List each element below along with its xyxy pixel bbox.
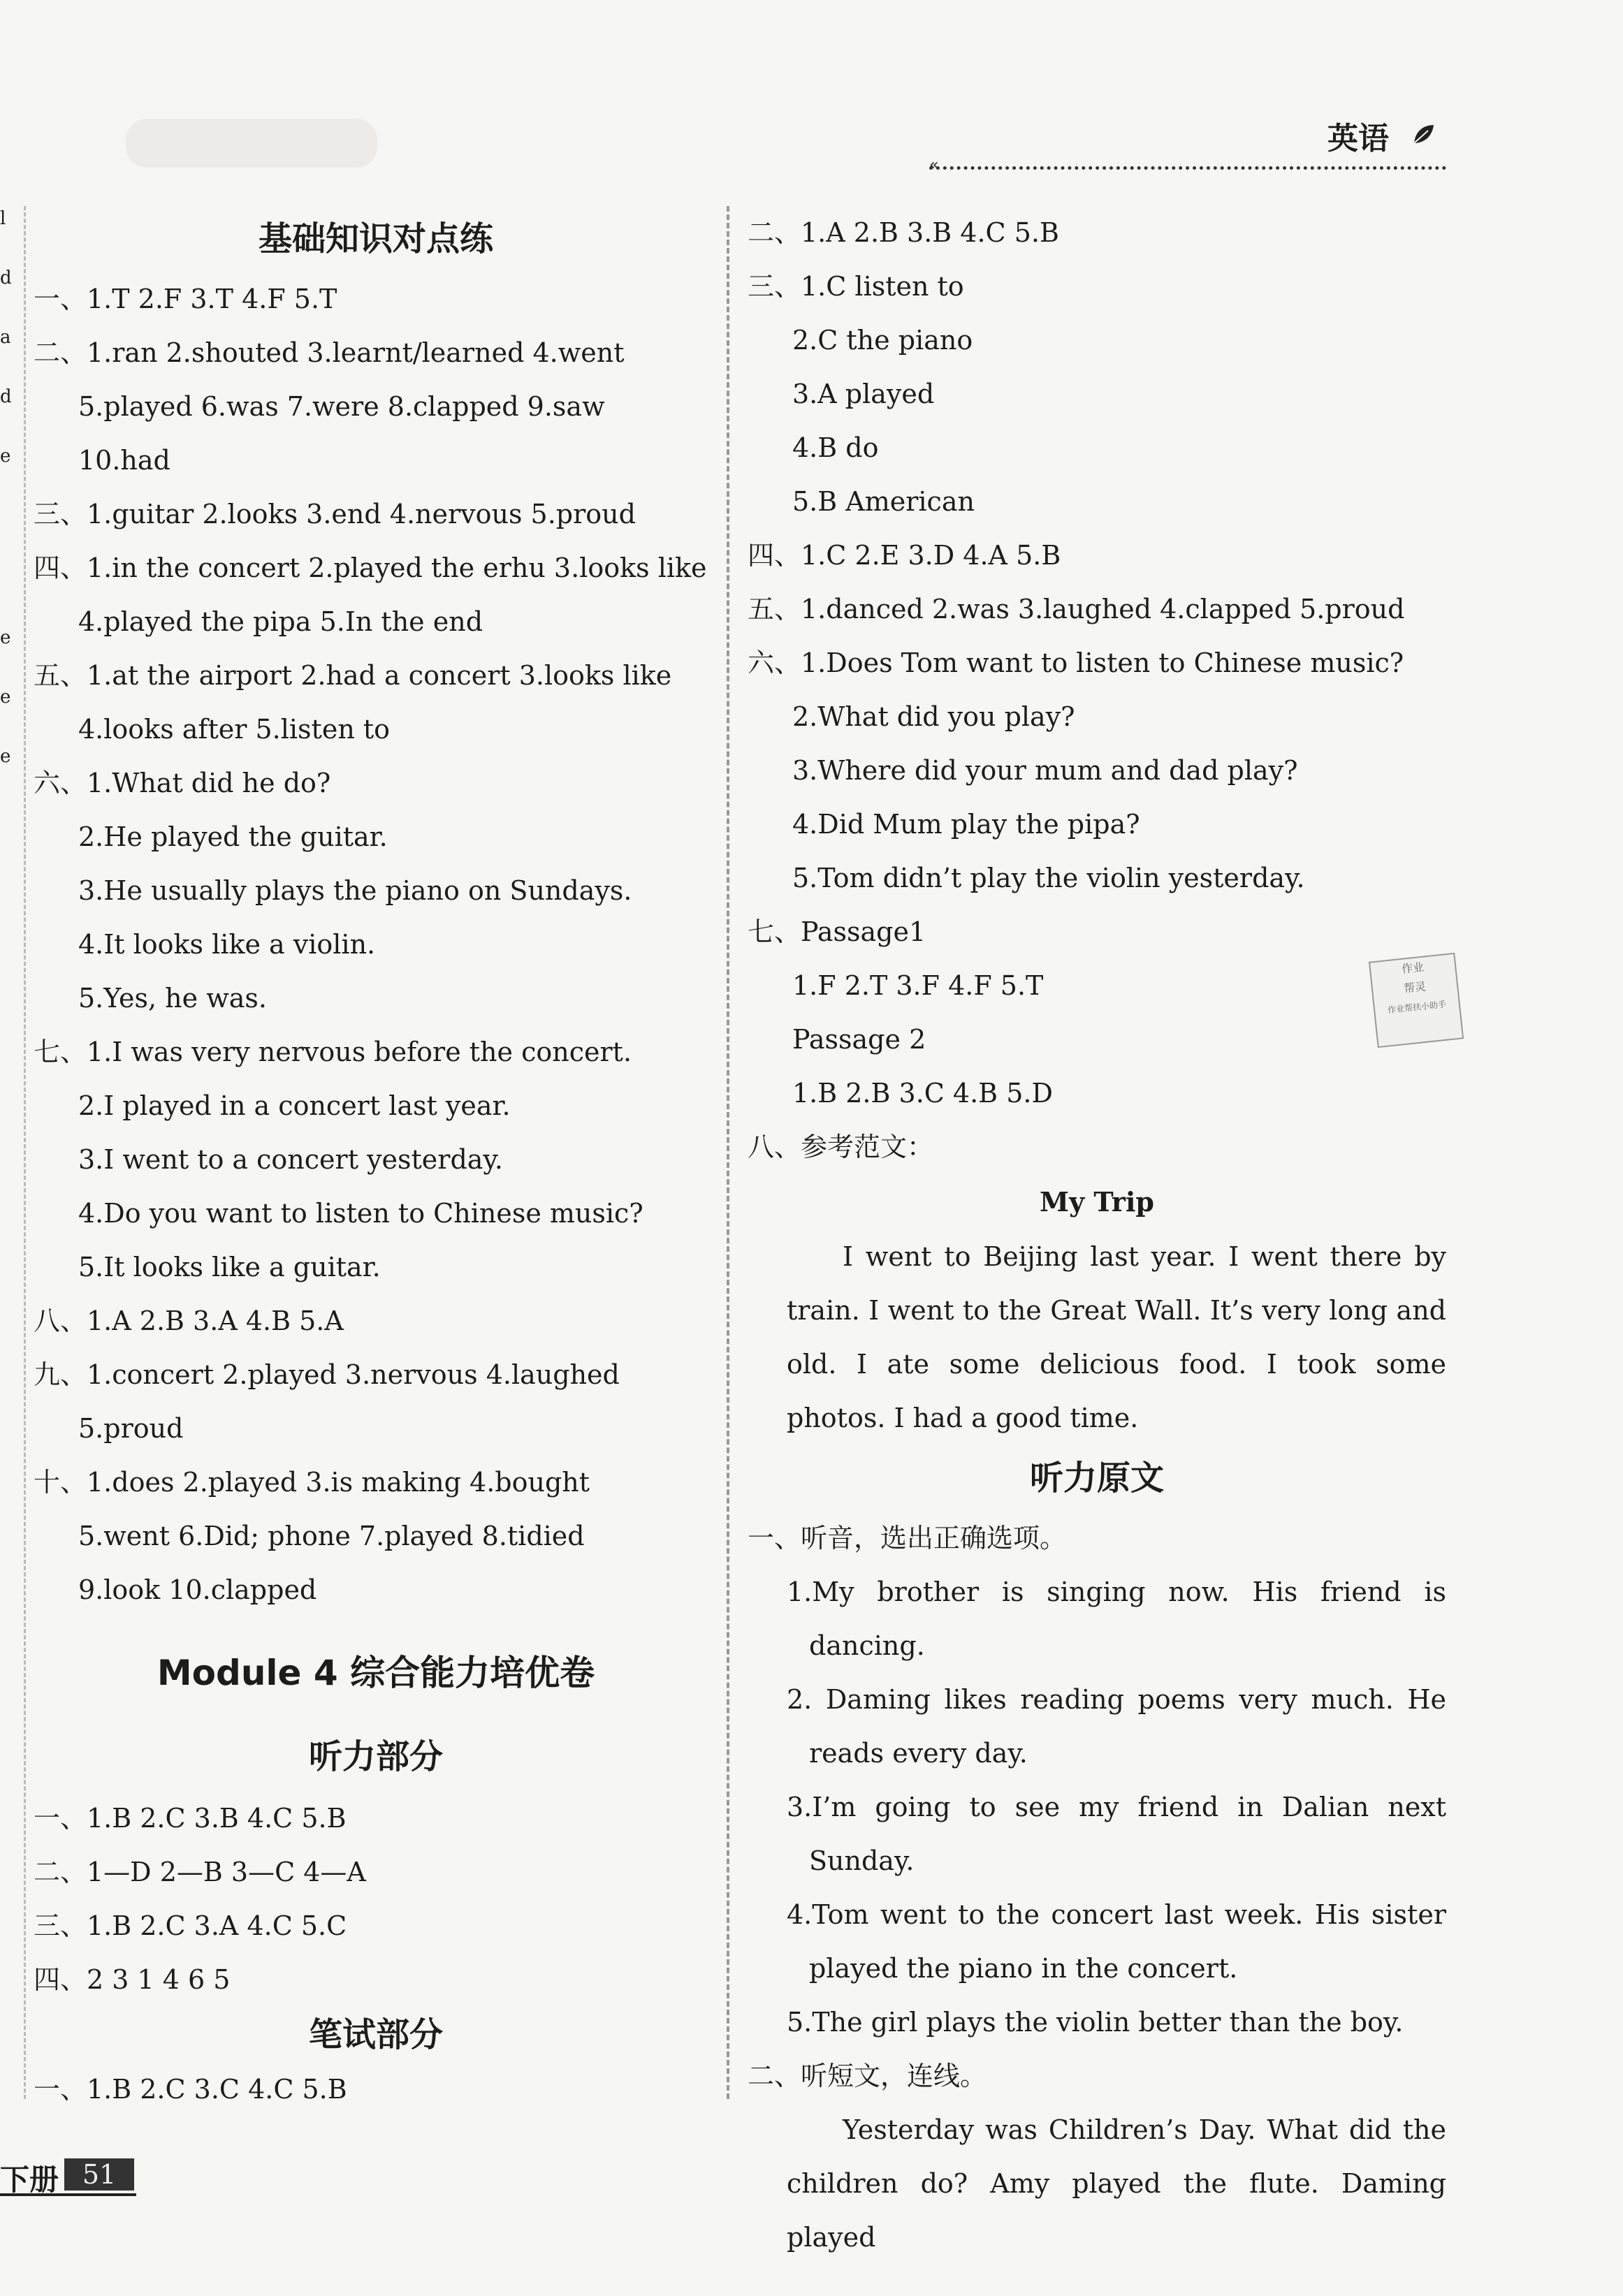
header-arrows: « [929,156,939,174]
section-title-basics: 基础知识对点练 [258,219,493,258]
left-margin-divider [24,206,26,2099]
transcript-item: 5.The girl plays the violin better than the boy. [787,2007,1404,2038]
answer-line: 5.It looks like a guitar. [78,1252,381,1282]
answer-line: Passage 2 [792,1024,926,1055]
answer-line: 七、1.I was very nervous before the concert. [34,1037,632,1067]
answer-line: 三、1.B 2.C 3.A 4.C 5.C [34,1910,347,1941]
transcript-item: 3.I’m going to see my friend in Dalian next Sunday. [787,1792,1446,1876]
answer-line: 四、2 3 1 4 6 5 [34,1964,231,1995]
leaf-icon [1411,122,1435,146]
answer-line: 3.Where did your mum and dad play? [792,755,1298,786]
written-part-title: 笔试部分 [308,2015,443,2054]
answer-line: 四、1.in the concert 2.played the erhu 3.looks like [34,553,707,583]
transcript-item: 4.Tom went to the concert last week. His sister played the piano in the concert. [787,1899,1446,1984]
answer-line: 十、1.does 2.played 3.is making 4.bought [34,1467,590,1498]
footer-rule [0,2193,136,2196]
answer-line: 5.proud [78,1413,184,1444]
essay-title: My Trip [1040,1186,1154,1218]
answer-line: 1.B 2.B 3.C 4.B 5.D [792,1078,1053,1109]
answer-line: 一、1.T 2.F 3.T 4.F 5.T [34,284,337,314]
answer-line: 4.B do [792,432,879,463]
answer-line: 4.looks after 5.listen to [78,714,391,745]
answer-line: 三、1.guitar 2.looks 3.end 4.nervous 5.proud [34,499,636,529]
footer-volume-label: 下册 [0,2163,59,2197]
answer-line: 2.I played in a concert last year. [78,1090,511,1121]
answer-line: 2.What did you play? [792,701,1075,732]
answer-line: 一、1.B 2.C 3.C 4.C 5.B [34,2074,347,2105]
answer-line: 10.had [78,445,170,476]
transcript-item: 2. Daming likes reading poems very much. He reads every day. [787,1684,1446,1769]
answer-line: 1.F 2.T 3.F 4.F 5.T [792,970,1044,1001]
answer-line: 5.Tom didn’t play the violin yesterday. [792,863,1305,893]
answer-line: 八、参考范文： [748,1132,934,1162]
answer-line: 5.B American [792,486,975,517]
answer-line: 2.He played the guitar. [78,821,388,852]
left-column [34,206,718,2116]
answer-line: 5.went 6.Did; phone 7.played 8.tidied [78,1521,585,1551]
answer-line: 八、1.A 2.B 3.A 4.B 5.A [34,1306,344,1336]
answer-line: 9.look 10.clapped [78,1574,317,1605]
transcript-part2-heading: 二、听短文，连线。 [748,2061,987,2091]
answer-line: 2.C the piano [792,325,973,356]
module-title: Module 4 综合能力培优卷 [157,1653,595,1693]
listening-part-title: 听力部分 [308,1737,443,1776]
column-divider [727,206,729,2099]
answer-line: 4.It looks like a violin. [78,929,376,960]
transcript-title: 听力原文 [1029,1458,1164,1498]
answer-line: 二、1—D 2—B 3—C 4—A [34,1857,366,1887]
homework-stamp: 作业 帮灵 作业帮扶小助手 [1369,953,1464,1048]
subject-title: 英语 [1327,121,1389,156]
header-divider [929,166,1446,170]
answer-line: 五、1.danced 2.was 3.laughed 4.clapped 5.proud [748,594,1405,624]
answer-line: 三、1.C listen to [748,271,964,302]
transcript-part1-heading: 一、听音，选出正确选项。 [748,1523,1067,1553]
answer-line: 4.Do you want to listen to Chinese music? [78,1198,643,1229]
answer-line: 四、1.C 2.E 3.D 4.A 5.B [748,540,1061,571]
page-edge-fragments: l d a d e e e e [0,208,12,767]
transcript-item: 1.My brother is singing now. His friend is dancing. [787,1577,1446,1661]
answer-line: 5.played 6.was 7.were 8.clapped 9.saw [78,391,605,422]
essay-text: I went to Beijing last year. I went there by train. I went to the Great Wall. It’s very long and old. I ate some delicious food. I took some photos. I had a good time. [787,1241,1446,1433]
page-number: 51 [64,2158,134,2191]
answer-line: 二、1.ran 2.shouted 3.learnt/learned 4.went [34,337,625,368]
answer-line: 九、1.concert 2.played 3.nervous 4.laughed [34,1359,620,1390]
answer-line: 二、1.A 2.B 3.B 4.C 5.B [748,217,1059,248]
answer-line: 4.played the pipa 5.In the end [78,606,483,637]
answer-line: 3.He usually plays the piano on Sundays. [78,875,632,906]
answer-line: 六、1.What did he do? [34,768,331,798]
answer-line: 4.Did Mum play the pipa? [792,809,1140,840]
answer-line: 3.A played [792,379,935,409]
answer-line: 五、1.at the airport 2.had a concert 3.looks like [34,660,672,691]
answer-line: 六、1.Does Tom want to listen to Chinese music? [748,648,1404,678]
right-column [748,206,1446,2265]
answer-line: 3.I went to a concert yesterday. [78,1144,503,1175]
answer-line: 一、1.B 2.C 3.B 4.C 5.B [34,1803,347,1834]
transcript-passage: Yesterday was Children’s Day. What did the children do? Amy played the flute. Daming played [787,2114,1446,2253]
blurred-header-mark [126,119,377,168]
answer-line: 七、Passage1 [748,916,926,947]
answer-line: 5.Yes, he was. [78,983,267,1014]
